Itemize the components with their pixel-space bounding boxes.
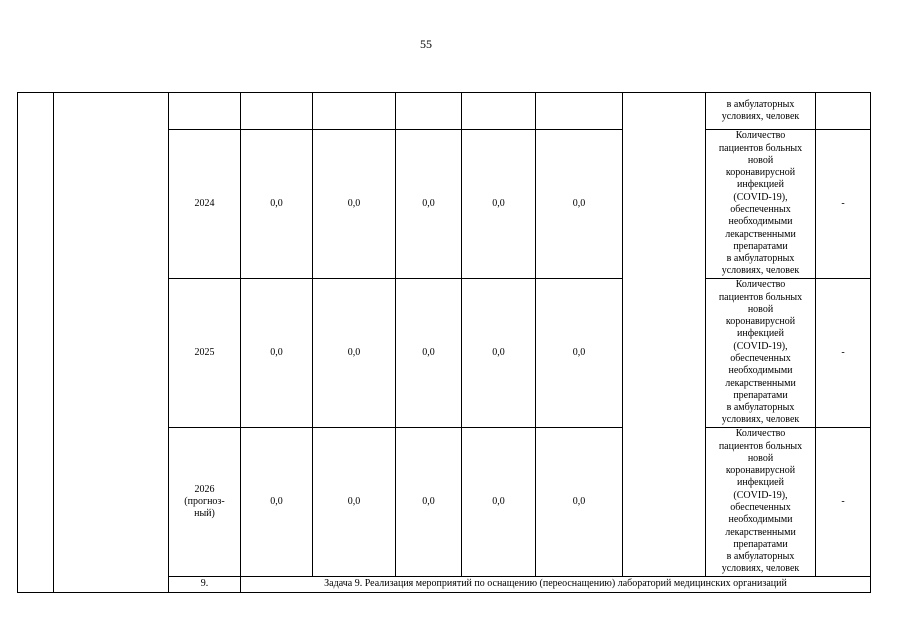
value-cell [462, 93, 536, 130]
value-cell: 0,0 [396, 130, 462, 279]
number-cell [18, 93, 54, 593]
mark-cell [816, 93, 871, 130]
indicator-cell: Количество пациентов больных новой коронавирусной инфекцией (COVID-19), обеспеченных необходимыми лекарственными препаратами в амбулаторных условиях, человек [706, 428, 816, 577]
value-cell: 0,0 [462, 130, 536, 279]
value-cell: 0,0 [396, 279, 462, 428]
indicator-cell: в амбулаторных условиях, человек [706, 93, 816, 130]
measures-table [17, 92, 871, 593]
value-cell [536, 93, 623, 130]
value-cell: 0,0 [462, 428, 536, 577]
event-name-cell [54, 93, 169, 593]
value-cell: 0,0 [396, 428, 462, 577]
year-cell: 2024 [169, 130, 241, 279]
value-cell: 0,0 [241, 428, 313, 577]
mark-cell: - [816, 279, 871, 428]
executor-cell [623, 93, 706, 577]
task-number: 9. [169, 577, 241, 593]
year-cell: 2026 (прогноз- ный) [169, 428, 241, 577]
indicator-cell: Количество пациентов больных новой коронавирусной инфекцией (COVID-19), обеспеченных необходимыми лекарственными препаратами в амбулаторных условиях, человек [706, 279, 816, 428]
page-number: 55 [420, 37, 432, 51]
value-cell: 0,0 [241, 279, 313, 428]
year-cell [169, 93, 241, 130]
value-cell [241, 93, 313, 130]
indicator-cell: Количество пациентов больных новой коронавирусной инфекцией (COVID-19), обеспеченных необходимыми лекарственными препаратами в амбулаторных условиях, человек [706, 130, 816, 279]
mark-cell: - [816, 428, 871, 577]
year-cell: 2025 [169, 279, 241, 428]
value-cell [313, 93, 396, 130]
value-cell [396, 93, 462, 130]
table-row-continuation [18, 93, 871, 130]
value-cell: 0,0 [241, 130, 313, 279]
value-cell: 0,0 [313, 130, 396, 279]
task-title: Задача 9. Реализация мероприятий по оснащению (переоснащению) лабораторий медицинских организаций [241, 577, 871, 593]
value-cell: 0,0 [536, 428, 623, 577]
value-cell: 0,0 [462, 279, 536, 428]
value-cell: 0,0 [536, 130, 623, 279]
value-cell: 0,0 [313, 279, 396, 428]
value-cell: 0,0 [536, 279, 623, 428]
value-cell: 0,0 [313, 428, 396, 577]
mark-cell: - [816, 130, 871, 279]
